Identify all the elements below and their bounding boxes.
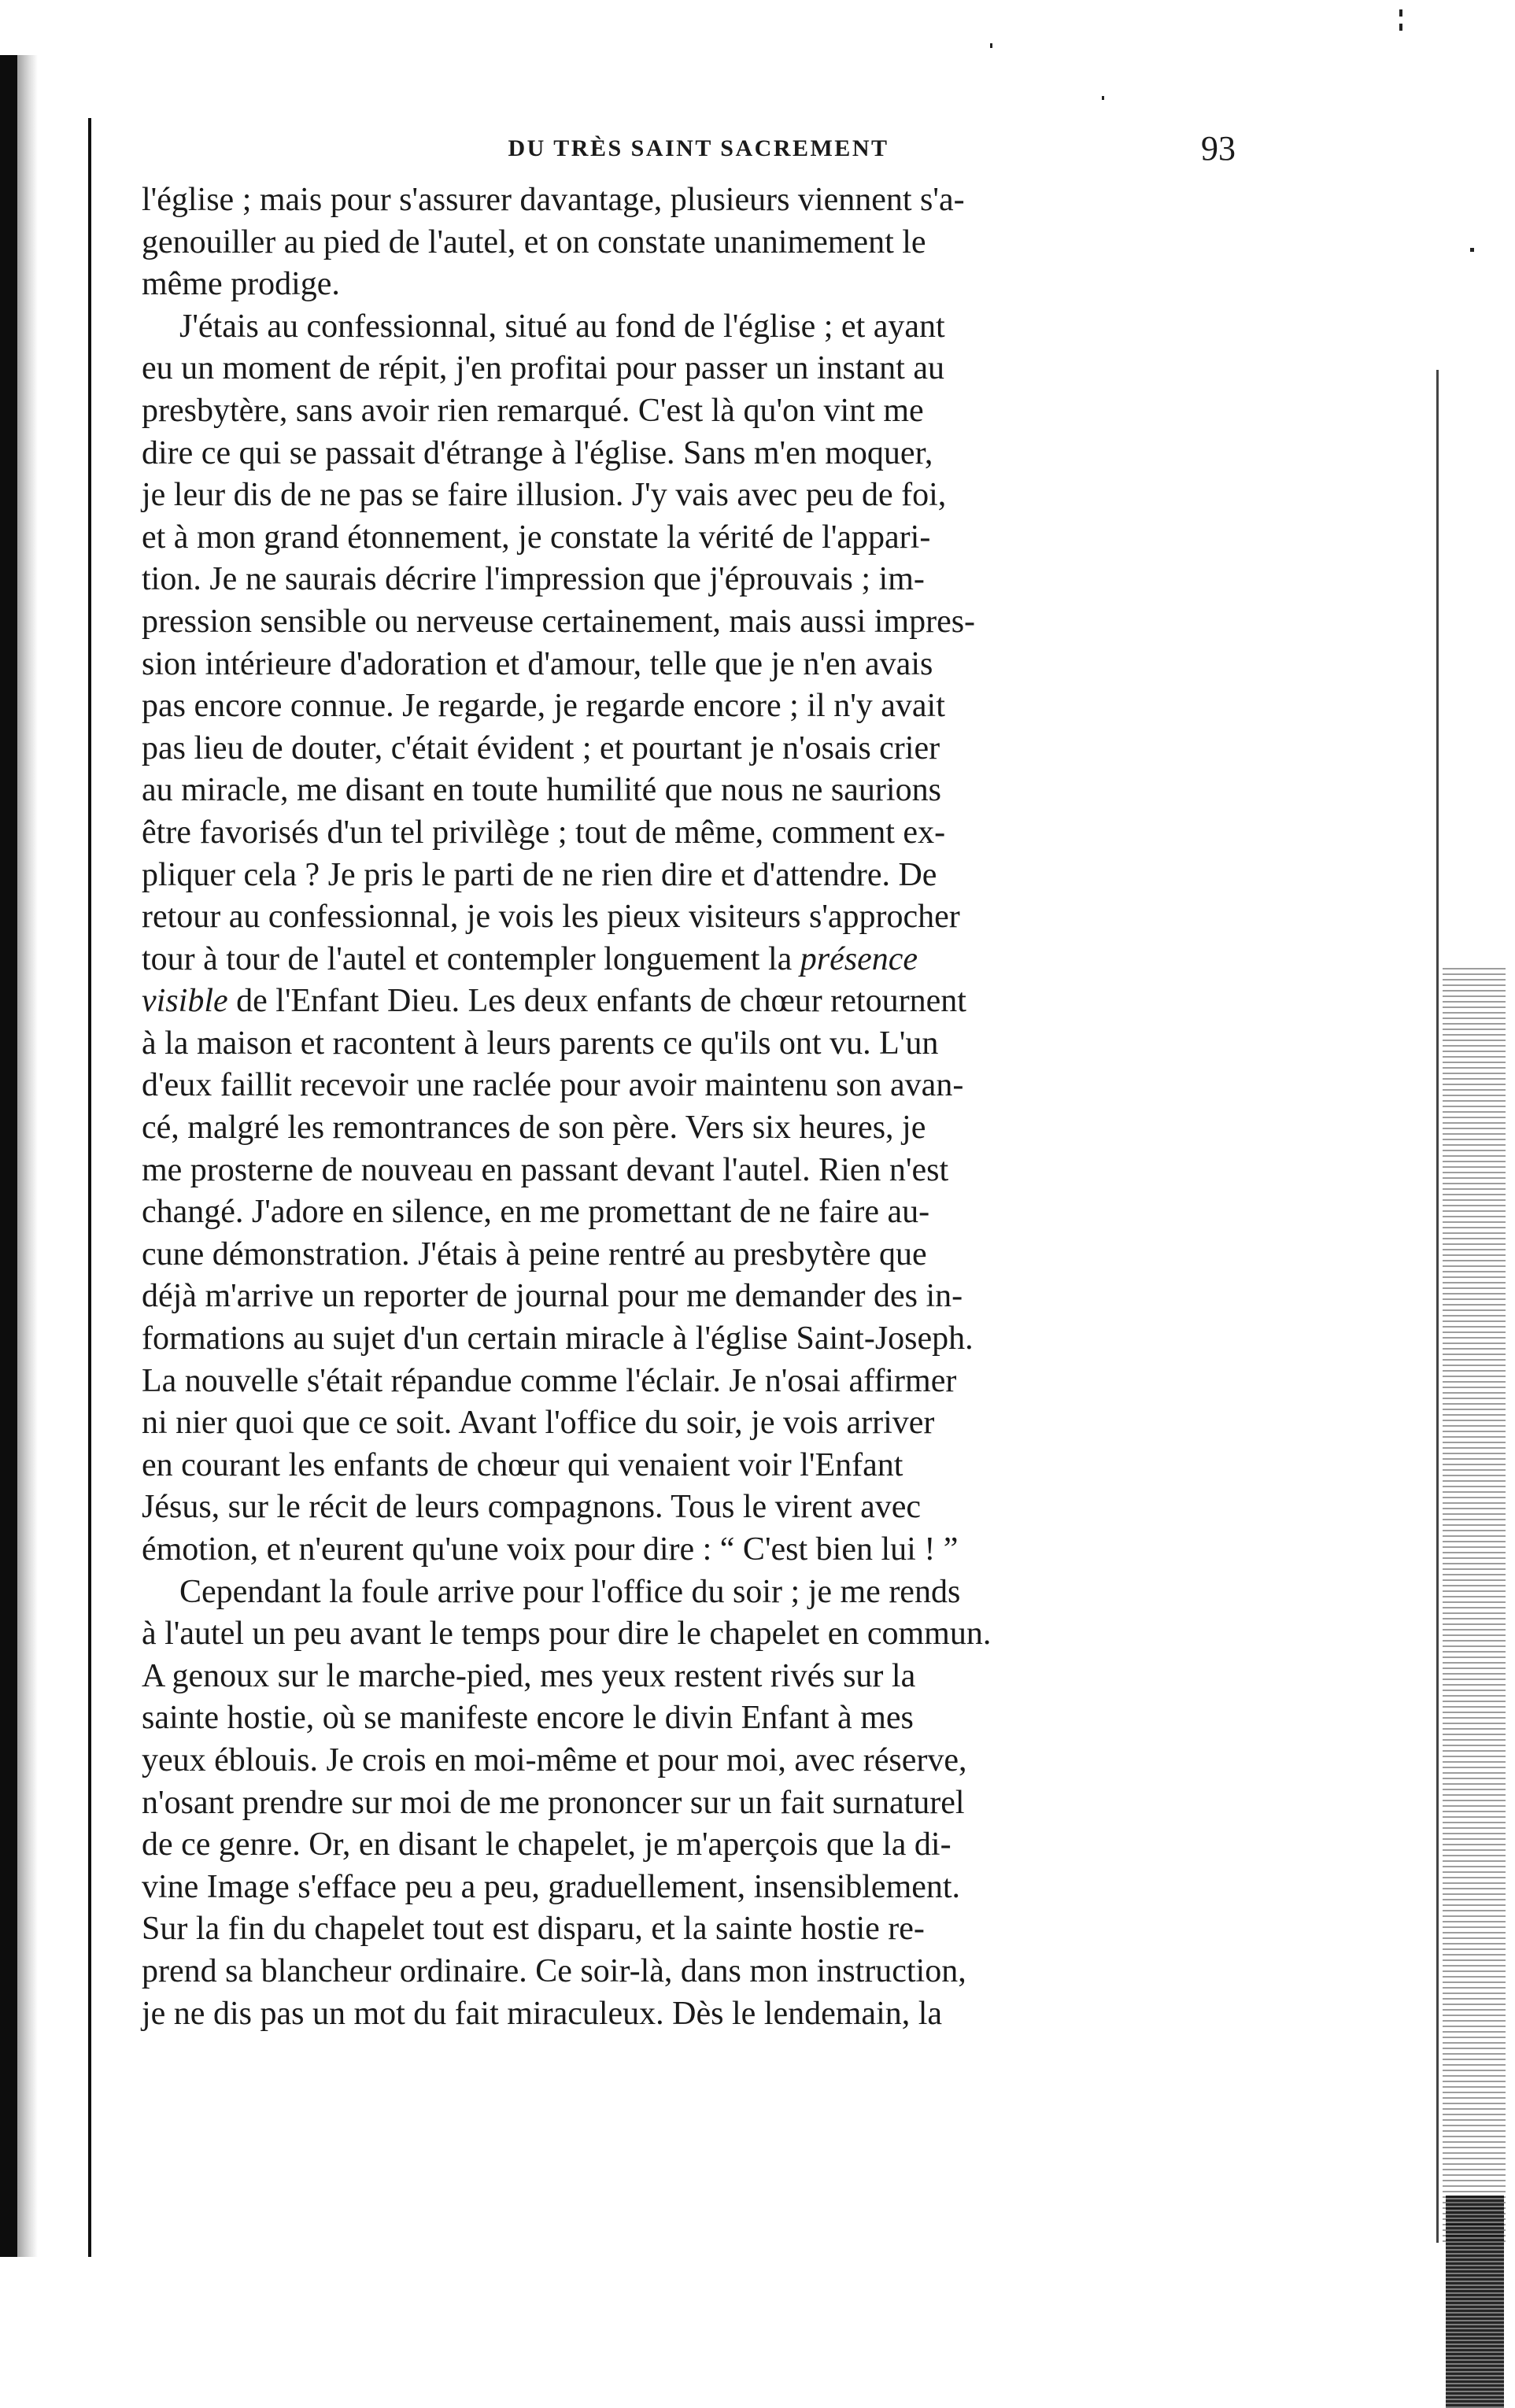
line-text: sion intérieure d'adoration et d'amour, telle que je n'en avais [142,645,933,682]
page-edge-rule [1436,370,1439,2243]
text-line [142,1993,1232,2036]
text-line [142,1867,1232,1909]
text-line [142,981,1232,1023]
line-text: déjà m'arrive un reporter de journal pour me demander des in- [142,1278,963,1315]
line-text: je leur dis de ne pas se faire illusion. J'y vais avec peu de foi, [142,477,947,514]
line-text: eu un moment de répit, j'en profitai pour passer un instant au [142,350,944,387]
line-text: formations au sujet d'un certain miracle à l'église Saint-Joseph. [142,1320,974,1357]
line-text: yeux éblouis. Je crois en moi-même et pour moi, avec réserve, [142,1741,967,1778]
text-line [142,559,1232,601]
text-line [142,517,1232,560]
text-line [142,1824,1232,1867]
text-line [142,348,1232,390]
italic-text: visible [142,983,228,1020]
line-text: tour à tour de l'autel et contempler longuement la [142,940,800,977]
text-line [142,1065,1232,1107]
text-line [142,770,1232,812]
text-line [142,812,1232,855]
line-text: La nouvelle s'était répandue comme l'éclair. Je n'osai affirmer [142,1362,957,1399]
speck [1399,24,1402,31]
line-text: Cependant la foule arrive pour l'office du soir ; je me rends [179,1573,961,1610]
text-line [142,475,1232,517]
text-line [142,264,1232,306]
scan-binding-shadow [17,55,38,2257]
line-text: n'osant prendre sur moi de me prononcer sur un fait surnaturel [142,1784,965,1821]
line-text: pression sensible ou nerveuse certainement, mais aussi impres- [142,603,976,640]
line-text: cé, malgré les remontrances de son père. Vers six heures, je [142,1110,926,1147]
line-text: cune démonstration. J'étais à peine rentré au presbytère que [142,1235,927,1272]
line-text: à la maison et racontent à leurs parents ce qu'ils ont vu. L'un [142,1025,939,1062]
text-line [142,1234,1232,1276]
line-text: d'eux faillit recevoir une raclée pour avoir maintenu son avan- [142,1067,964,1104]
text-line [142,644,1232,686]
text-line [142,1318,1232,1361]
line-text: J'étais au confessionnal, situé au fond de l'église ; et ayant [179,308,945,345]
text-line [142,1782,1232,1825]
text-line [142,222,1232,264]
text-line [142,1150,1232,1192]
line-text: genouiller au pied de l'autel, et on constate unanimement le [142,223,926,260]
line-text: à l'autel un peu avant le temps pour dire le chapelet en commun. [142,1616,992,1653]
text-line [142,1445,1232,1487]
scan-gutter-line [88,118,91,2257]
speck [1399,9,1402,17]
scan-page-edge [1436,370,1509,2251]
page-number: 93 [1201,129,1236,168]
text-line [142,896,1232,939]
line-text: émotion, et n'eurent qu'une voix pour dire : “ C'est bien lui ! ” [142,1531,959,1568]
body-text [142,179,1232,2035]
text-line [142,939,1232,981]
text-line [142,685,1232,728]
text-line [142,1487,1232,1529]
speck [990,43,992,48]
line-text: je ne dis pas un mot du fait miraculeux. Dès le lendemain, la [142,1995,943,2032]
line-text: de ce genre. Or, en disant le chapelet, je m'aperçois que la di- [142,1826,951,1863]
text-line [142,1107,1232,1150]
text-line [142,1023,1232,1066]
line-text: me prosterne de nouveau en passant devant l'autel. Rien n'est [142,1151,949,1188]
line-text: dire ce qui se passait d'étrange à l'église. Sans m'en moquer, [142,434,933,471]
page-header [161,128,1236,169]
text-line [142,1613,1232,1656]
text-line [142,1656,1232,1698]
text-line [142,601,1232,644]
line-text: pas lieu de douter, c'était évident ; et pourtant je n'osais crier [142,729,940,766]
speck [1102,96,1104,100]
text-line [142,1697,1232,1740]
running-title: DU TRÈS SAINT SACREMENT [508,135,889,161]
speck [1470,248,1474,252]
text-line [142,1951,1232,1993]
text-line [142,1740,1232,1782]
line-text: sainte hostie, où se manifeste encore le divin Enfant à mes [142,1700,914,1737]
text-line [142,1191,1232,1234]
line-text: changé. J'adore en silence, en me promettant de ne faire au- [142,1194,930,1231]
line-text: en courant les enfants de chœur qui venaient voir l'Enfant [142,1446,903,1483]
italic-text: présence [800,940,918,977]
text-line [142,1908,1232,1951]
line-text: pas encore connue. Je regarde, je regarde encore ; il n'y avait [142,688,945,725]
line-text: retour au confessionnal, je vois les pieux visiteurs s'approcher [142,899,960,936]
line-text: ni nier quoi que ce soit. Avant l'office du soir, je vois arriver [142,1405,935,1442]
scan-binding-edge [0,55,17,2257]
text-line [142,1402,1232,1445]
page-edge-dark-noise [1446,2196,1504,2408]
text-line [142,179,1232,222]
text-line [142,1361,1232,1403]
text-line [142,306,1232,349]
text-line [142,1529,1232,1571]
line-text: être favorisés d'un tel privilège ; tout de même, comment ex- [142,814,946,851]
line-text: A genoux sur le marche-pied, mes yeux restent rivés sur la [142,1657,916,1694]
line-text: de l'Enfant Dieu. Les deux enfants de chœur retournent [227,983,966,1020]
line-text: Jésus, sur le récit de leurs compagnons. Tous le virent avec [142,1489,922,1526]
page-edge-noise [1443,968,1506,2243]
line-text: prend sa blancheur ordinaire. Ce soir-là, dans mon instruction, [142,1952,966,1989]
line-text: pliquer cela ? Je pris le parti de ne rien dire et d'attendre. De [142,856,937,893]
text-line [142,390,1232,433]
line-text: l'église ; mais pour s'assurer davantage, plusieurs viennent s'a- [142,182,965,218]
text-line [142,855,1232,897]
line-text: et à mon grand étonnement, je constate la vérité de l'appari- [142,519,931,556]
text-line [142,728,1232,770]
text-line [142,433,1232,475]
line-text: même prodige. [142,266,340,303]
line-text: Sur la fin du chapelet tout est disparu, et la sainte hostie re- [142,1911,925,1948]
line-text: au miracle, me disant en toute humilité que nous ne saurions [142,772,941,809]
line-text: vine Image s'efface peu a peu, graduellement, insensiblement. [142,1868,961,1905]
line-text: presbytère, sans avoir rien remarqué. C'est là qu'on vint me [142,392,924,429]
text-line [142,1276,1232,1318]
line-text: tion. Je ne saurais décrire l'impression que j'éprouvais ; im- [142,561,925,598]
text-line [142,1571,1232,1614]
